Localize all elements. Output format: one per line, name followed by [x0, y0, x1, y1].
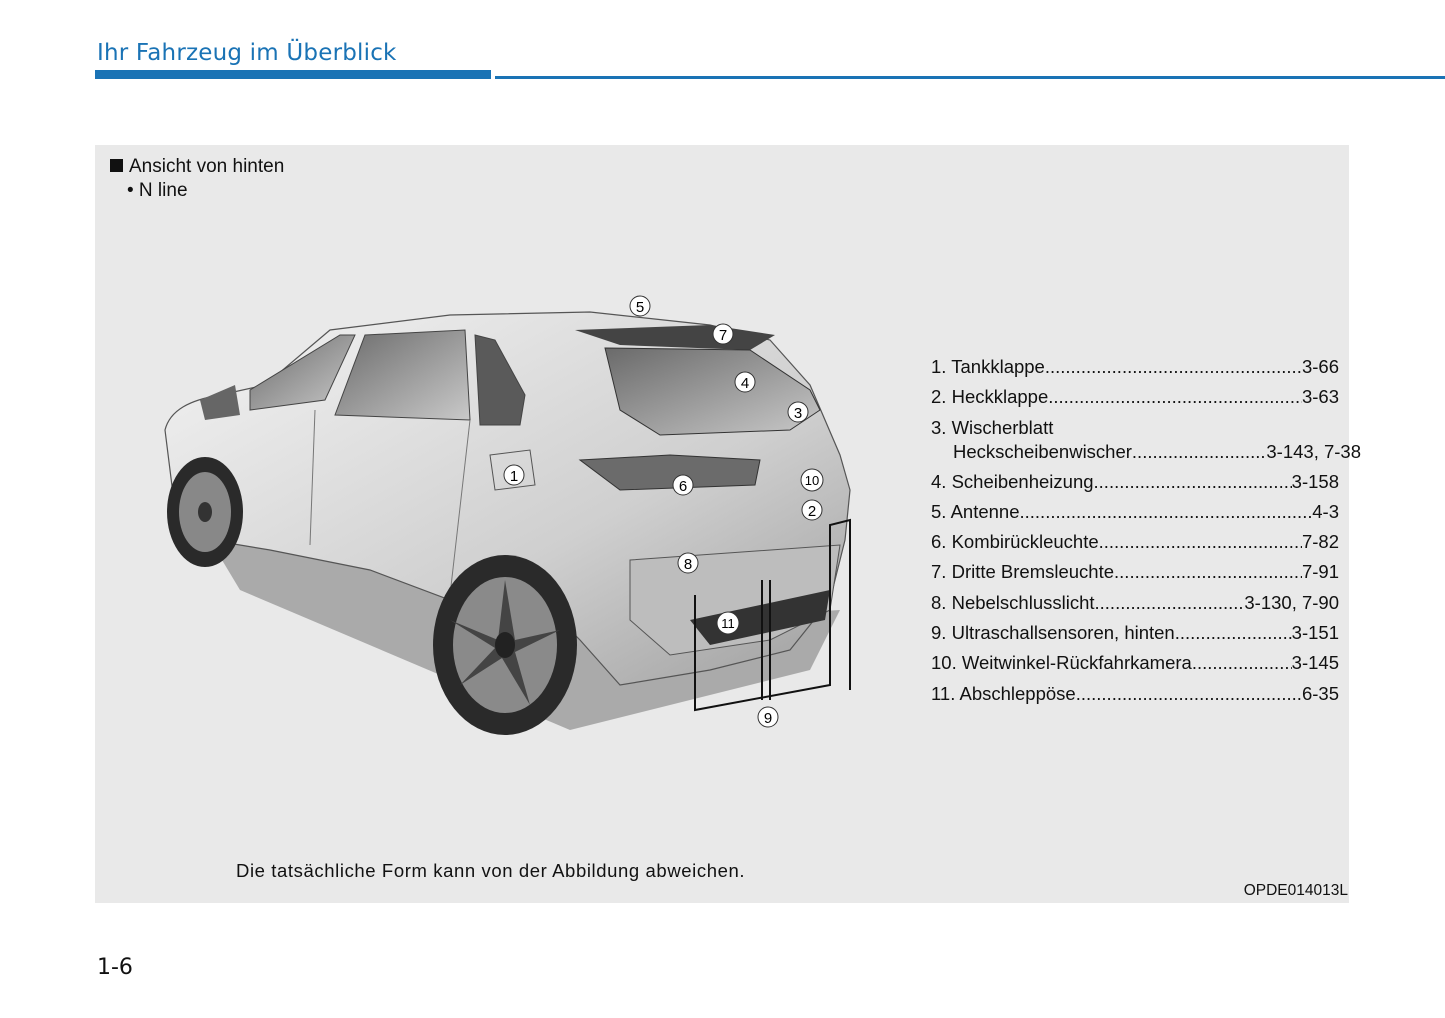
callout-6	[673, 475, 693, 495]
callout-8	[678, 553, 698, 573]
callout-11	[717, 612, 739, 634]
svg-text:2: 2	[807, 503, 817, 520]
legend-item: 8. Nebelschlusslicht ..... 3-130, 7-90	[931, 591, 1339, 621]
legend-item: 10. Weitwinkel-Rückfahrkamera ..... 3-145	[931, 651, 1339, 681]
legend-item: 1. Tankklappe ..... 3-66	[931, 355, 1339, 385]
svg-text:8: 8	[683, 556, 693, 573]
callout-7	[713, 324, 733, 344]
legend-item: 4. Scheibenheizung ..... 3-158	[931, 470, 1339, 500]
legend-item: 3. Wischerblatt Heckscheibenwischer ..... 3-143, 7-38	[931, 416, 1339, 470]
square-bullet-icon	[110, 159, 123, 172]
figure-code: OPDE014013L	[1243, 882, 1348, 899]
page-header-title: Ihr Fahrzeug im Überblick	[97, 40, 397, 66]
callout-5	[630, 296, 650, 316]
svg-text:10: 10	[804, 473, 820, 488]
svg-text:1: 1	[509, 468, 519, 485]
legend-item: 9. Ultraschallsensoren, hinten ..... 3-151	[931, 621, 1339, 651]
callout-4	[735, 372, 755, 392]
svg-text:4: 4	[740, 375, 750, 392]
section-title-text: Ansicht von hinten	[129, 156, 285, 177]
front-wheel	[167, 457, 243, 567]
rear-wheel	[433, 555, 577, 735]
callout-2	[802, 500, 822, 520]
svg-text:6: 6	[678, 478, 688, 495]
legend-item: 7. Dritte Bremsleuchte ..... 7-91	[931, 560, 1339, 590]
car-rear-illustration	[150, 290, 870, 750]
legend-item: 11. Abschleppöse ..... 6-35	[931, 682, 1339, 712]
section-title	[110, 156, 284, 178]
figure-caption: Die tatsächliche Form kann von der Abbildung abweichen.	[236, 860, 746, 881]
header-rule-thin	[495, 76, 1445, 79]
side-mirror	[200, 385, 240, 420]
svg-text:3: 3	[793, 405, 803, 422]
callout-9	[758, 707, 778, 727]
legend-item: 6. Kombirückleuchte ..... 7-82	[931, 530, 1339, 560]
header-rule-thick	[95, 70, 491, 79]
svg-text:5: 5	[635, 299, 645, 316]
legend-item: 5. Antenne ..... 4-3	[931, 500, 1339, 530]
callout-10	[801, 469, 823, 491]
variant-label: • N line	[127, 180, 188, 201]
callout-1	[504, 465, 524, 485]
legend-item: 2. Heckklappe ..... 3-63	[931, 385, 1339, 415]
svg-text:11: 11	[721, 616, 735, 631]
parts-legend	[931, 355, 1361, 712]
svg-text:7: 7	[718, 327, 728, 344]
page-number: 1-6	[97, 955, 133, 980]
callout-3	[788, 402, 808, 422]
svg-text:9: 9	[763, 710, 773, 727]
